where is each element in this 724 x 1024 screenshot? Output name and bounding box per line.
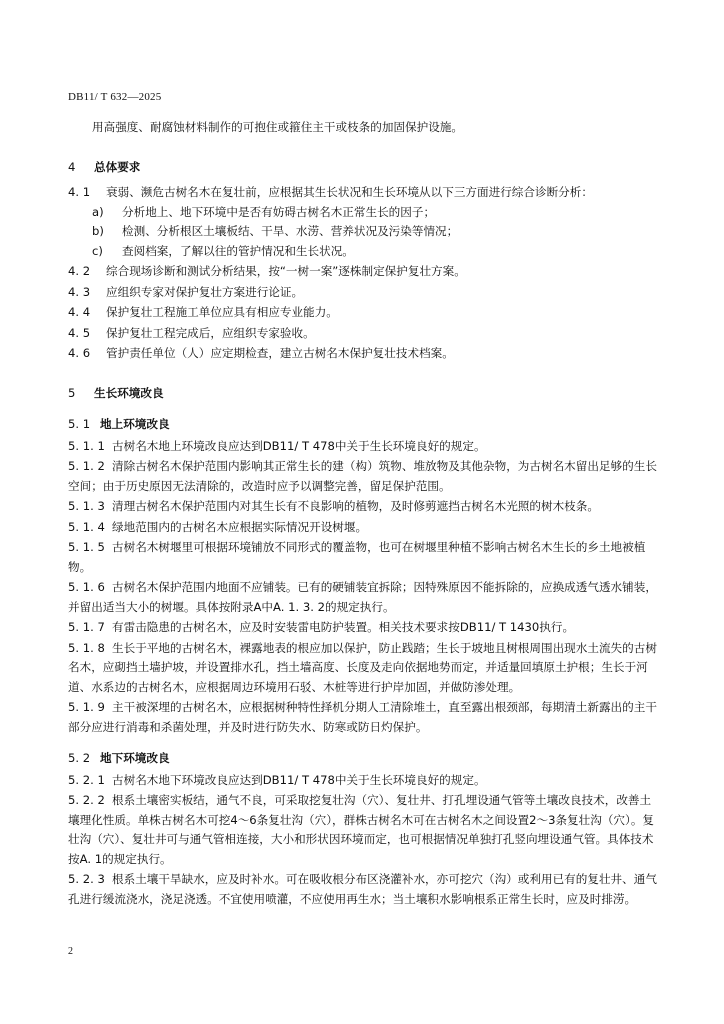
- section-title: 生长环境改良: [94, 385, 164, 400]
- subsection-title: 地下环境改良: [100, 751, 170, 765]
- clause-number: 4. 5: [68, 325, 91, 340]
- list-text: 分析地上、地下环境中是否有妨碍古树名木正常生长的因子；: [122, 204, 436, 219]
- clause-5-1-4: [68, 518, 658, 538]
- clause-5-1-1: [68, 437, 658, 457]
- clause-text: 有雷击隐患的古树名木，应及时安装雷电防护装置。相关技术要求按DB11/ T 1430执行。: [112, 620, 575, 634]
- clause-number: 5. 1. 7: [68, 620, 105, 634]
- clause-number: 5. 2. 1: [68, 772, 105, 787]
- clause-text: 古树名木保护范围内地面不应铺装。已有的硬铺装宜拆除；因特殊原因不能拆除的，应换成透气透水铺装，并留出适当大小的树堰。具体按附录A中A. 1. 3. 2的规定执行。: [68, 580, 657, 614]
- clause-number: 5. 1. 6: [68, 580, 105, 594]
- clause-number: 4. 3: [68, 284, 91, 299]
- section-title: 总体要求: [94, 159, 141, 174]
- clause-number: 5. 1. 2: [68, 459, 105, 473]
- clause-5-2-1: [68, 771, 658, 791]
- list-marker: a): [92, 204, 104, 219]
- clause-number: 4. 2: [68, 264, 91, 278]
- clause-text: 综合现场诊断和测试分析结果，按“一树一案”逐株制定保护复壮方案。: [106, 264, 466, 278]
- clause-text: 清理古树名木保护范围内对其生长有不良影响的植物，及时修剪遮挡古树名木光照的树木枝条。: [112, 499, 599, 513]
- clause-text: 根系土壤密实板结，通气不良，可采取挖复壮沟（穴）、复壮井、打孔埋设通气管等土壤改良技术，改善土壤理化性质。单株古树名木可挖4～6条复壮沟（穴），群株古树名木可在古树名木之间设置2～3条复壮沟（穴）。复壮沟（穴）、复壮井可与通气管相连接，大小和形状因环境而定，也可根据情况单独打孔竖向埋设通气管。具体技术按A. 1的规定执行。: [68, 793, 655, 866]
- clause-5-1-8: [68, 639, 658, 698]
- list-text: 查阅档案，了解以往的管护情况和生长状况。: [122, 243, 354, 258]
- subsection-number: 5. 2: [68, 751, 91, 765]
- clause-text: 古树名木地下环境改良应达到DB11/ T 478中关于生长环境良好的规定。: [112, 772, 486, 787]
- clause-text: 保护复壮工程完成后，应组织专家验收。: [106, 325, 315, 340]
- clause-text: 绿地范围内的古树名木应根据实际情况开设树堰。: [112, 519, 368, 534]
- page-number: 2: [68, 946, 73, 957]
- section-5-heading: [68, 384, 658, 404]
- list-marker: c): [92, 243, 103, 258]
- clause-number: 4. 4: [68, 305, 91, 319]
- clause-number: 4. 1: [68, 185, 91, 199]
- clause-5-2-2: [68, 791, 658, 869]
- clause-text: 管护责任单位（人）应定期检查，建立古树名木保护复壮技术档案。: [106, 346, 454, 360]
- clause-text: 根系土壤干旱缺水，应及时补水。可在吸收根分布区浇灌补水，亦可挖穴（沟）或利用已有的复壮井、通气孔进行缓流浇水，浇足浇透。不宜使用喷灌，不应使用再生水；当土壤积水影响根系正常生长时，应及时排涝。: [68, 872, 657, 906]
- clause-5-1-6: [68, 578, 658, 617]
- clause-text: 应组织专家对保护复壮方案进行论证。: [106, 284, 304, 299]
- clause-number: 4. 6: [68, 346, 91, 360]
- clause-text: 生长于平地的古树名木，裸露地表的根应加以保护，防止践踏；生长于坡地且树根周围出现水土流失的古树名木，应砌挡土墙护坡，并设置排水孔，挡土墙高度、长度及走向依据地势而定，并适量回填原土护根；生长于河道、水系边的古树名木，应根据周边环境用石驳、木桩等进行护岸加固，并做防渗处理。: [68, 640, 657, 694]
- document-body: [68, 118, 658, 909]
- clause-text: 保护复壮工程施工单位应具有相应专业能力。: [106, 305, 338, 319]
- list-item-a: [68, 203, 658, 223]
- subsection-title: 地上环境改良: [100, 417, 170, 431]
- section-number: 5: [68, 385, 76, 400]
- definition-continuation: 用高强度、耐腐蚀材料制作的可抱住或箍住主干或枝条的加固保护设施。: [92, 120, 464, 134]
- section-4-heading: [68, 158, 658, 178]
- subsection-number: 5. 1: [68, 417, 91, 431]
- clause-4-3: [68, 283, 658, 303]
- clause-number: 5. 1. 3: [68, 499, 105, 513]
- standard-code-header: DB11/ T 632—2025: [68, 91, 162, 103]
- clause-text: 古树名木地上环境改良应达到DB11/ T 478中关于生长环境良好的规定。: [112, 438, 486, 453]
- clause-4-1: [68, 183, 658, 203]
- clause-number: 5. 1. 1: [68, 438, 105, 453]
- clause-number: 5. 1. 9: [68, 700, 105, 714]
- clause-5-2-3: [68, 870, 658, 909]
- clause-number: 5. 2. 2: [68, 793, 105, 807]
- subsection-5-2-heading: [68, 749, 658, 769]
- clause-5-1-9: [68, 698, 658, 737]
- clause-4-6: [68, 344, 658, 364]
- list-item-b: [68, 222, 658, 242]
- clause-5-1-7: [68, 618, 658, 638]
- clause-4-2: [68, 262, 658, 282]
- clause-5-1-2: [68, 457, 658, 496]
- clause-text: 古树名木树堰里可根据环境铺放不同形式的覆盖物，也可在树堰里种植不影响古树名木生长的乡土地被植物。: [68, 540, 646, 574]
- clause-text: 主干被深埋的古树名木，应根据树种特性择机分期人工清除堆土，直至露出根颈部，每期清土新露出的主干部分应进行消毒和杀菌处理，并及时进行防失水、防寒或防日灼保护。: [68, 700, 657, 734]
- clause-4-5: [68, 324, 658, 344]
- section-number: 4: [68, 159, 76, 174]
- clause-number: 5. 1. 8: [68, 640, 105, 655]
- clause-number: 5. 1. 4: [68, 519, 105, 534]
- clause-number: 5. 2. 3: [68, 872, 105, 886]
- clause-text: 清除古树名木保护范围内影响其正常生长的建（构）筑物、堆放物及其他杂物，为古树名木留出足够的生长空间；由于历史原因无法清除的，改造时应予以调整完善，留足保护范围。: [68, 459, 657, 493]
- list-item-c: [68, 242, 658, 262]
- clause-number: 5. 1. 5: [68, 540, 105, 554]
- clause-4-4: [68, 303, 658, 323]
- list-marker: b): [92, 224, 104, 238]
- subsection-5-1-heading: [68, 415, 658, 435]
- list-text: 检测、分析根区土壤板结、干旱、水涝、营养状况及污染等情况；: [122, 224, 459, 238]
- clause-5-1-3: [68, 497, 658, 517]
- clause-text: 衰弱、濒危古树名木在复壮前，应根据其生长状况和生长环境从以下三方面进行综合诊断分析：: [106, 185, 593, 199]
- clause-5-1-5: [68, 538, 658, 577]
